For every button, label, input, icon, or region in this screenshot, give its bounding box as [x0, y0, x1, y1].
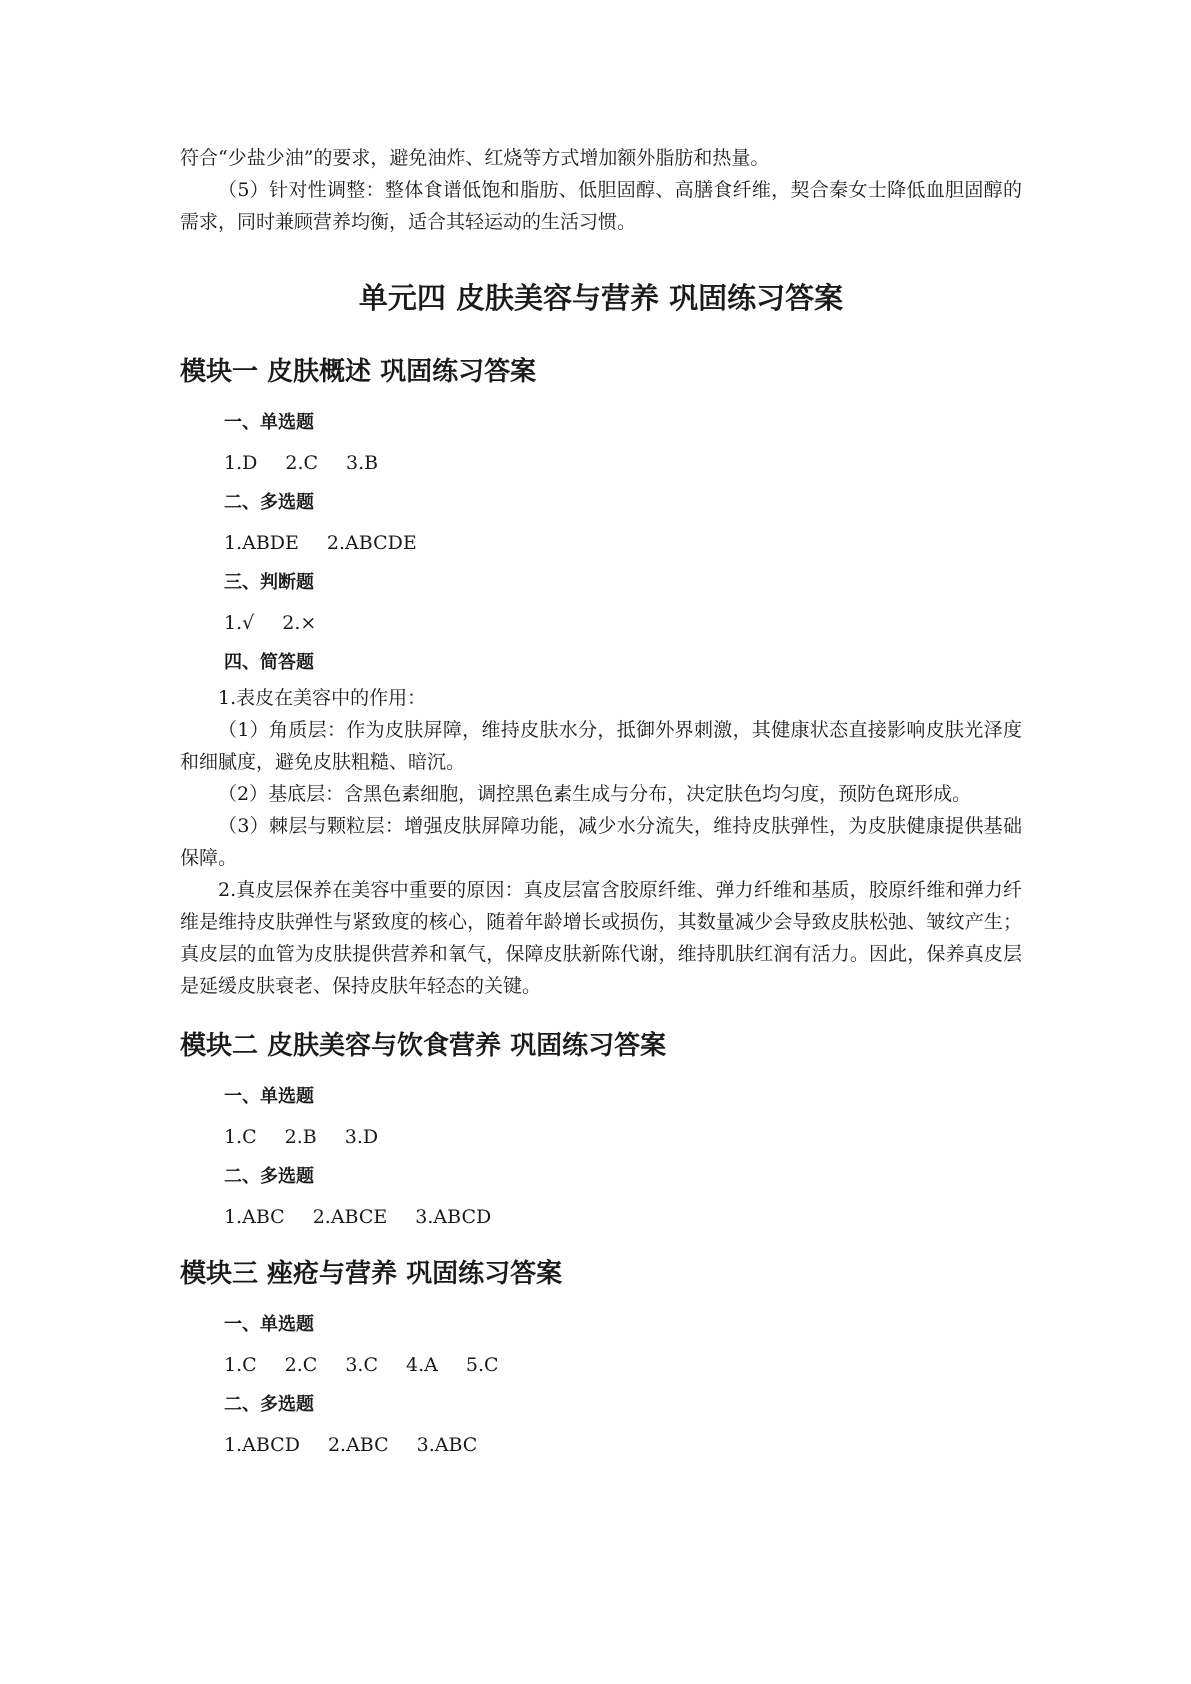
module3-multiple-choice-answers: [224, 1432, 1022, 1458]
module1-q2-paragraph: 2.真皮层保养在美容中重要的原因：真皮层富含胶原纤维、弹力纤维和基质，胶原纤维和弹力纤维是维持皮肤弹性与紧致度的核心，随着年龄增长或损伤，其数量减少会导致皮肤松弛、皱纹产生；真皮层的血管为皮肤提供营养和氧气，保障皮肤新陈代谢，维持肌肤红润有活力。因此，保养真皮层是延缓皮肤衰老、保持皮肤年轻态的关键。: [180, 879, 1022, 997]
module1-multiple-choice-label: 二、多选题: [224, 492, 314, 513]
module3-multiple-choice-label: 二、多选题: [224, 1394, 314, 1415]
answer: 5.C: [465, 1354, 499, 1376]
answer: 2.ABCDE: [326, 532, 417, 554]
answer: 1.ABDE: [224, 532, 299, 554]
answer: 1.ABC: [224, 1206, 285, 1228]
module2-title: 模块二 皮肤美容与饮食营养 巩固练习答案: [180, 1031, 667, 1061]
module3-single-choice-answers: [224, 1352, 1022, 1378]
module1-true-false-label: 三、判断题: [224, 572, 314, 593]
answer: 2.C: [284, 1354, 318, 1376]
answer: 1.D: [224, 452, 258, 474]
answer: 2.×: [282, 612, 317, 634]
module2-single-choice-answers: [224, 1124, 1022, 1150]
module2-single-choice-label: 一、单选题: [224, 1086, 314, 1107]
unit-title: 单元四 皮肤美容与营养 巩固练习答案: [358, 281, 844, 315]
answer: 3.C: [345, 1354, 379, 1376]
module1-q1-paragraph-2: （2）基底层：含黑色素细胞，调控黑色素生成与分布，决定肤色均匀度，预防色斑形成。: [218, 783, 972, 805]
answer: 2.ABC: [327, 1434, 389, 1456]
module3-single-choice-label: 一、单选题: [224, 1314, 314, 1335]
intro-paragraph-2: （5）针对性调整：整体食谱低饱和脂肪、低胆固醇、高膳食纤维，契合秦女士降低血胆固醇的需求，同时兼顾营养均衡，适合其轻运动的生活习惯。: [180, 179, 1022, 233]
module1-single-choice-answers: [224, 450, 1022, 476]
module2-multiple-choice-label: 二、多选题: [224, 1166, 314, 1187]
answer: 3.ABC: [416, 1434, 478, 1456]
intro-paragraph-1: 符合“少盐少油”的要求，避免油炸、红烧等方式增加额外脂肪和热量。: [180, 147, 770, 169]
module1-multiple-choice-answers: [224, 530, 1022, 556]
document-page: [180, 142, 1022, 1472]
module1-single-choice-label: 一、单选题: [224, 412, 314, 433]
module1-q1-paragraph-3: （3）棘层与颗粒层：增强皮肤屏障功能，减少水分流失，维持皮肤弹性，为皮肤健康提供基础保障。: [180, 815, 1022, 869]
module3-title: 模块三 痤疮与营养 巩固练习答案: [180, 1259, 563, 1289]
answer: 3.ABCD: [415, 1206, 492, 1228]
module1-short-answer-label: 四、简答题: [224, 652, 314, 673]
answer: 3.D: [344, 1126, 379, 1148]
module2-multiple-choice-answers: [224, 1204, 1022, 1230]
answer: 1.C: [224, 1126, 257, 1148]
answer: 1.C: [224, 1354, 257, 1376]
answer: 1.ABCD: [224, 1434, 300, 1456]
answer: 2.B: [284, 1126, 317, 1148]
module1-q1-title: 1.表皮在美容中的作用：: [218, 687, 427, 709]
module1-title: 模块一 皮肤概述 巩固练习答案: [180, 357, 537, 387]
answer: 2.C: [285, 452, 319, 474]
module1-true-false-answers: [224, 610, 1022, 636]
answer: 4.A: [406, 1354, 438, 1376]
module1-q1-paragraph-1: （1）角质层：作为皮肤屏障，维持皮肤水分，抵御外界刺激，其健康状态直接影响皮肤光泽度和细腻度，避免皮肤粗糙、暗沉。: [180, 719, 1022, 773]
answer: 2.ABCE: [312, 1206, 388, 1228]
answer: 1.√: [224, 612, 255, 634]
answer: 3.B: [346, 452, 379, 474]
